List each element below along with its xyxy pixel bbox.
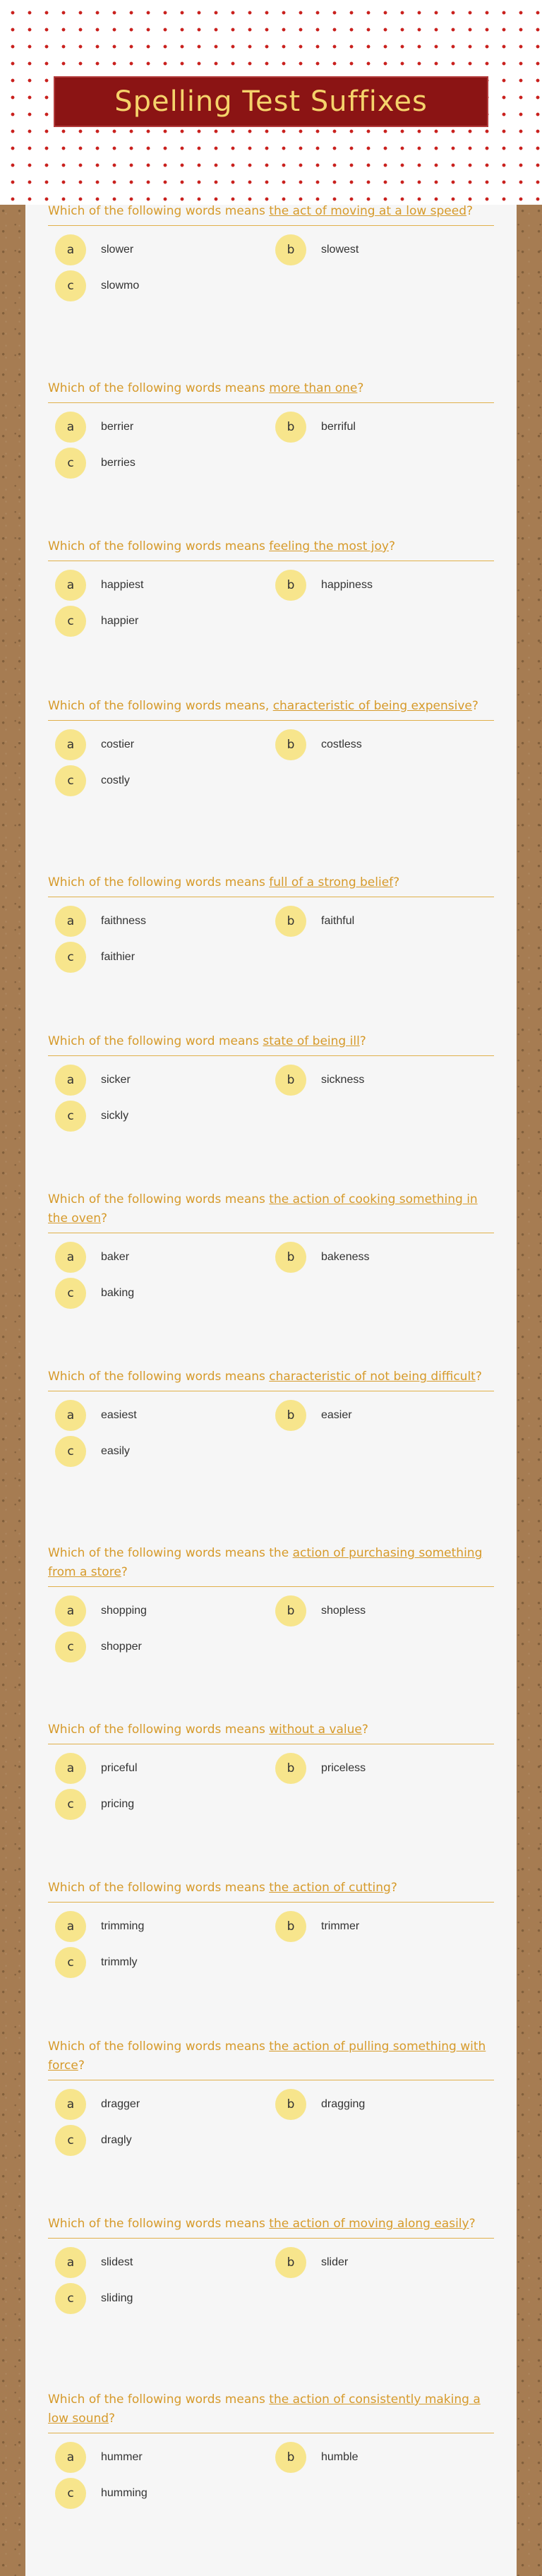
answer-letter-badge: c: [55, 1278, 86, 1309]
answer-option-a[interactable]: [55, 729, 134, 760]
question-highlight: the action of consistently making a low sound: [48, 2392, 481, 2426]
answer-text: costless: [321, 738, 362, 750]
answer-text: faithness: [101, 915, 147, 927]
answer-option-a[interactable]: [55, 1065, 131, 1096]
answer-options: [48, 1056, 494, 1134]
answer-text: trimming: [101, 1920, 145, 1932]
answer-text: humble: [321, 2451, 359, 2463]
answer-text: priceless: [321, 1762, 366, 1774]
answer-option-c[interactable]: [55, 1947, 138, 1978]
answer-text: trimmly: [101, 1956, 138, 1968]
question-mark: ?: [466, 204, 474, 218]
answer-letter-badge: b: [275, 1595, 306, 1627]
question-prefix: Which of the following words means: [48, 1723, 270, 1737]
question-highlight: action of purchasing something from a store: [48, 1546, 483, 1579]
answer-text: pricing: [101, 1798, 135, 1810]
answer-letter-badge: a: [55, 1242, 86, 1273]
answer-text: happiness: [321, 579, 373, 591]
answer-letter-badge: c: [55, 1436, 86, 1467]
question-text: [48, 1544, 494, 1587]
answer-option-b[interactable]: [275, 2247, 348, 2278]
answer-option-b[interactable]: [275, 2442, 358, 2473]
answer-options: [48, 1587, 494, 1665]
answer-option-b[interactable]: [275, 234, 359, 265]
answer-letter-badge: a: [55, 1911, 86, 1942]
question-mark: ?: [361, 1723, 368, 1737]
question-mark: ?: [388, 539, 396, 553]
answer-letter-badge: b: [275, 2442, 306, 2473]
answer-letter-badge: c: [55, 2125, 86, 2156]
answer-option-a[interactable]: [55, 570, 144, 601]
answer-options: [48, 403, 494, 481]
question-text: [48, 1879, 494, 1903]
answer-text: trimmer: [321, 1920, 360, 1932]
question-text: [48, 697, 494, 721]
answer-text: faithful: [321, 915, 355, 927]
answer-text: baking: [101, 1287, 135, 1299]
answer-options: [48, 2239, 494, 2316]
question-prefix: Which of the following words means: [48, 875, 270, 889]
answer-option-b[interactable]: [275, 1595, 366, 1627]
question-block: [48, 1367, 494, 1469]
answer-text: slidest: [101, 2256, 133, 2268]
answer-option-b[interactable]: [275, 729, 362, 760]
answer-letter-badge: a: [55, 1400, 86, 1431]
question-block: [48, 2390, 494, 2511]
answer-letter-badge: c: [55, 2478, 86, 2509]
answer-letter-badge: b: [275, 729, 306, 760]
answer-text: baker: [101, 1251, 130, 1263]
answer-text: costier: [101, 738, 135, 750]
question-mark: ?: [359, 1034, 366, 1048]
answer-letter-badge: a: [55, 2442, 86, 2473]
answer-option-b[interactable]: [275, 1911, 359, 1942]
answer-options: [48, 2080, 494, 2158]
answer-option-b[interactable]: [275, 1065, 364, 1096]
question-block: [48, 1190, 494, 1311]
answer-options: [48, 1391, 494, 1469]
answer-letter-badge: b: [275, 2089, 306, 2120]
question-prefix: Which of the following words means: [48, 2039, 270, 2054]
answer-option-a[interactable]: [55, 1753, 138, 1784]
answer-letter-badge: a: [55, 1595, 86, 1627]
answer-text: costly: [101, 774, 130, 786]
answer-text: sickness: [321, 1074, 365, 1086]
answer-option-b[interactable]: [275, 1753, 366, 1784]
answer-option-b[interactable]: [275, 1400, 352, 1431]
answer-option-a[interactable]: [55, 906, 146, 937]
answer-option-a[interactable]: [55, 1911, 144, 1942]
answer-letter-badge: b: [275, 570, 306, 601]
answer-text: slider: [321, 2256, 349, 2268]
question-mark: ?: [469, 2217, 476, 2231]
answer-option-c[interactable]: [55, 448, 136, 479]
question-mark: ?: [109, 2412, 116, 2426]
answer-letter-badge: a: [55, 729, 86, 760]
answer-option-a[interactable]: [55, 1242, 129, 1273]
answer-option-a[interactable]: [55, 1400, 137, 1431]
answer-options: [48, 561, 494, 639]
question-block: [48, 379, 494, 481]
answer-letter-badge: c: [55, 1947, 86, 1978]
answer-text: easier: [321, 1409, 352, 1421]
question-highlight: the action of moving along easily: [269, 2217, 469, 2231]
question-highlight: without a value: [269, 1723, 362, 1737]
answer-letter-badge: a: [55, 2089, 86, 2120]
answer-option-c[interactable]: [55, 1101, 128, 1132]
answer-option-c[interactable]: [55, 2125, 132, 2156]
question-prefix: Which of the following words means,: [48, 699, 273, 713]
answer-text: happier: [101, 615, 139, 627]
answer-option-a[interactable]: [55, 2247, 133, 2278]
question-text: [48, 537, 494, 561]
question-text: [48, 2390, 494, 2433]
answer-option-c[interactable]: [55, 2283, 133, 2314]
answer-letter-badge: c: [55, 606, 86, 637]
question-prefix: Which of the following word means: [48, 1034, 263, 1048]
answer-text: easily: [101, 1445, 130, 1457]
answer-option-b[interactable]: [275, 412, 356, 443]
answer-letter-badge: a: [55, 234, 86, 265]
question-prefix: Which of the following words means: [48, 1370, 270, 1384]
answer-letter-badge: a: [55, 412, 86, 443]
question-prefix: Which of the following words means the: [48, 1546, 293, 1560]
answer-option-c[interactable]: [55, 270, 139, 301]
answer-option-c[interactable]: [55, 942, 135, 973]
question-mark: ?: [121, 1565, 128, 1579]
answer-option-a[interactable]: [55, 1595, 147, 1627]
answer-text: berrier: [101, 421, 134, 433]
answer-letter-badge: c: [55, 1631, 86, 1663]
answer-option-c[interactable]: [55, 1436, 130, 1467]
answer-option-b[interactable]: [275, 2089, 365, 2120]
answer-text: sicker: [101, 1074, 131, 1086]
answer-option-c[interactable]: [55, 1631, 142, 1663]
question-text: [48, 379, 494, 403]
answer-text: faithier: [101, 951, 136, 963]
answer-options: [48, 721, 494, 798]
answer-letter-badge: b: [275, 1400, 306, 1431]
answer-letter-badge: c: [55, 448, 86, 479]
answer-letter-badge: a: [55, 1753, 86, 1784]
quiz-card: [25, 205, 517, 2576]
answer-option-c[interactable]: [55, 1789, 134, 1820]
answer-option-c[interactable]: [55, 1278, 134, 1309]
answer-options: [48, 226, 494, 304]
answer-text: dragger: [101, 2098, 140, 2110]
answer-letter-badge: b: [275, 1911, 306, 1942]
answer-option-a[interactable]: [55, 2089, 140, 2120]
answer-text: humming: [101, 2487, 147, 2499]
question-highlight: the action of cooking something in the oven: [48, 1192, 478, 1226]
answer-letter-badge: b: [275, 906, 306, 937]
answer-options: [48, 1903, 494, 1980]
answer-text: priceful: [101, 1762, 138, 1774]
question-prefix: Which of the following words means: [48, 2217, 270, 2231]
answer-letter-badge: c: [55, 270, 86, 301]
answer-letter-badge: c: [55, 1789, 86, 1820]
question-mark: ?: [101, 1211, 108, 1226]
answer-text: shopping: [101, 1605, 147, 1617]
answer-text: shopper: [101, 1641, 142, 1653]
answer-letter-badge: b: [275, 1065, 306, 1096]
question-highlight: more than one: [269, 381, 358, 395]
answer-letter-badge: b: [275, 1753, 306, 1784]
question-highlight: the act of moving at a low speed: [269, 204, 467, 218]
answer-letter-badge: b: [275, 412, 306, 443]
answer-text: berriful: [321, 421, 356, 433]
answer-options: [48, 1744, 494, 1822]
question-block: [48, 1879, 494, 1980]
question-highlight: the action of pulling something with force: [48, 2039, 486, 2073]
answer-text: happiest: [101, 579, 144, 591]
question-prefix: Which of the following words means: [48, 381, 270, 395]
answer-option-a[interactable]: [55, 412, 133, 443]
question-block: [48, 1720, 494, 1822]
question-mark: ?: [393, 875, 400, 889]
question-block: [48, 2037, 494, 2158]
answer-options: [48, 2433, 494, 2511]
question-block: [48, 2215, 494, 2316]
answer-letter-badge: a: [55, 570, 86, 601]
answer-text: bakeness: [321, 1251, 370, 1263]
answer-text: sickly: [101, 1110, 129, 1122]
question-highlight: feeling the most joy: [269, 539, 389, 553]
question-highlight: full of a strong belief: [269, 875, 394, 889]
answer-text: shopless: [321, 1605, 366, 1617]
answer-letter-badge: b: [275, 234, 306, 265]
answer-letter-badge: c: [55, 2283, 86, 2314]
answer-option-a[interactable]: [55, 2442, 143, 2473]
question-prefix: Which of the following words means: [48, 204, 270, 218]
answer-text: dragly: [101, 2134, 132, 2146]
answer-letter-badge: a: [55, 2247, 86, 2278]
question-text: [48, 1367, 494, 1391]
answer-option-c[interactable]: [55, 765, 130, 796]
question-mark: ?: [357, 381, 364, 395]
answer-letter-badge: c: [55, 1101, 86, 1132]
answer-letter-badge: c: [55, 765, 86, 796]
answer-letter-badge: b: [275, 2247, 306, 2278]
question-block: [48, 1032, 494, 1134]
answer-text: sliding: [101, 2292, 133, 2304]
question-prefix: Which of the following words means: [48, 2392, 270, 2407]
answer-text: dragging: [321, 2098, 366, 2110]
question-block: [48, 537, 494, 639]
question-text: [48, 1190, 494, 1233]
question-prefix: Which of the following words means: [48, 1192, 270, 1206]
question-text: [48, 1032, 494, 1056]
answer-option-c[interactable]: [55, 606, 138, 637]
answer-options: [48, 897, 494, 975]
answer-text: easiest: [101, 1409, 137, 1421]
page-title: Spelling Test Suffixes: [114, 85, 428, 118]
answer-letter-badge: b: [275, 1242, 306, 1273]
answer-letter-badge: a: [55, 906, 86, 937]
question-block: [48, 697, 494, 798]
question-text: [48, 2215, 494, 2239]
answer-option-b[interactable]: [275, 1242, 370, 1273]
question-mark: ?: [78, 2059, 85, 2073]
answer-text: berries: [101, 457, 136, 469]
answer-text: slowmo: [101, 280, 140, 292]
answer-text: hummer: [101, 2451, 143, 2463]
question-text: [48, 873, 494, 897]
question-mark: ?: [475, 1370, 482, 1384]
question-block: [48, 202, 494, 304]
question-mark: ?: [390, 1881, 397, 1895]
answer-option-b[interactable]: [275, 570, 373, 601]
question-text: [48, 202, 494, 226]
question-highlight: state of being ill: [263, 1034, 360, 1048]
question-text: [48, 1720, 494, 1744]
answer-option-b[interactable]: [275, 906, 354, 937]
answer-options: [48, 1233, 494, 1311]
question-highlight: characteristic of being expensive: [272, 699, 472, 713]
title-banner: [54, 76, 488, 127]
question-highlight: characteristic of not being difficult: [269, 1370, 476, 1384]
answer-option-a[interactable]: [55, 234, 133, 265]
answer-text: slower: [101, 244, 134, 256]
answer-text: slowest: [321, 244, 359, 256]
question-highlight: the action of cutting: [269, 1881, 391, 1895]
question-prefix: Which of the following words means: [48, 539, 270, 553]
answer-option-c[interactable]: [55, 2478, 147, 2509]
question-block: [48, 1544, 494, 1665]
answer-letter-badge: c: [55, 942, 86, 973]
question-text: [48, 2037, 494, 2080]
answer-letter-badge: a: [55, 1065, 86, 1096]
question-prefix: Which of the following words means: [48, 1881, 270, 1895]
question-mark: ?: [471, 699, 478, 713]
question-block: [48, 873, 494, 975]
